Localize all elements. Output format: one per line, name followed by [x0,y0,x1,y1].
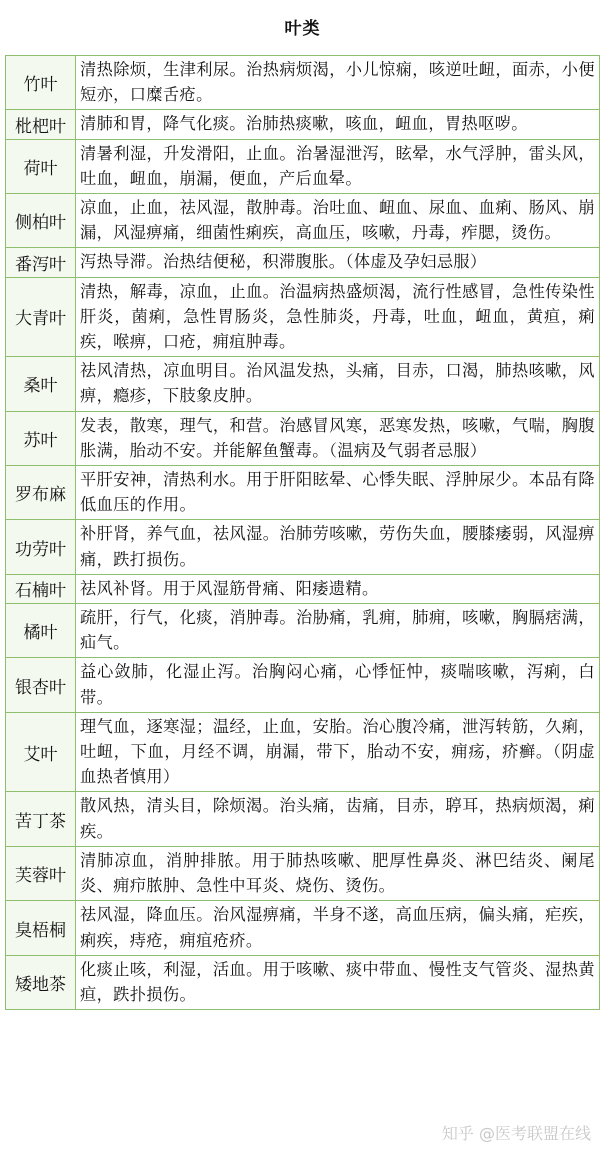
table-row [6,139,600,193]
herb-description-cell: 发表，散寒，理气，和营。治感冒风寒，恶寒发热，咳嗽，气喘，胸腹胀满，胎动不安。并能解鱼蟹毒。（温病及气弱者忌服） [76,411,600,465]
herb-description-cell: 祛风补肾。用于风湿筋骨痛、阳痿遗精。 [76,574,600,603]
herb-description-cell: 祛风湿，降血压。治风湿痹痛，半身不遂，高血压病，偏头痛，疟疾，痢疾，痔疮，痈疽疮疥。 [76,901,600,955]
herb-description-cell: 祛风清热，凉血明目。治风温发热，头痛，目赤，口渴，肺热咳嗽，风痹，瘾疹，下肢象皮肿。 [76,357,600,411]
table-row [6,520,600,574]
herb-description-cell: 泻热导滞。治热结便秘，积滞腹胀。（体虚及孕妇忌服） [76,248,600,277]
herb-description-cell: 益心敛肺，化湿止泻。治胸闷心痛，心悸怔忡，痰喘咳嗽，泻痢，白带。 [76,658,600,712]
herb-name-cell: 大青叶 [6,277,76,357]
table-row [6,658,600,712]
herb-name-cell: 臭梧桐 [6,901,76,955]
herb-description-cell: 散风热，清头目，除烦渴。治头痛，齿痛，目赤，聤耳，热病烦渴，痢疾。 [76,792,600,846]
herb-name-cell: 枇杷叶 [6,110,76,139]
herb-table-body [6,56,600,1010]
herb-name-cell: 矮地茶 [6,955,76,1009]
herb-description-cell: 清肺和胃，降气化痰。治肺热痰嗽，咳血，衄血，胃热呕哕。 [76,110,600,139]
herb-name-cell: 侧柏叶 [6,194,76,248]
herb-name-cell: 艾叶 [6,712,76,792]
herb-name-cell: 苦丁茶 [6,792,76,846]
herb-table [5,55,600,1010]
herb-name-cell: 竹叶 [6,56,76,110]
table-row [6,955,600,1009]
table-row [6,574,600,603]
herb-description-cell: 凉血，止血，祛风湿，散肿毒。治吐血、衄血、尿血、血痢、肠风、崩漏，风湿痹痛，细菌性痢疾，高血压，咳嗽，丹毒，痄腮，烫伤。 [76,194,600,248]
table-row [6,466,600,520]
herb-description-cell: 补肝肾，养气血，祛风湿。治肺劳咳嗽，劳伤失血，腰膝痿弱，风湿痹痛，跌打损伤。 [76,520,600,574]
herb-description-cell: 清热除烦，生津利尿。治热病烦渴，小儿惊痫，咳逆吐衄，面赤，小便短亦，口糜舌疮。 [76,56,600,110]
table-row [6,248,600,277]
table-row [6,56,600,110]
herb-name-cell: 芙蓉叶 [6,846,76,900]
table-row [6,110,600,139]
herb-name-cell: 番泻叶 [6,248,76,277]
herb-name-cell: 石楠叶 [6,574,76,603]
herb-name-cell: 橘叶 [6,604,76,658]
herb-name-cell: 功劳叶 [6,520,76,574]
herb-description-cell: 清肺凉血，消肿排脓。用于肺热咳嗽、肥厚性鼻炎、淋巴结炎、阑尾炎、痈疖脓肿、急性中耳炎、烧伤、烫伤。 [76,846,600,900]
herb-description-cell: 理气血，逐寒湿；温经，止血，安胎。治心腹冷痛，泄泻转筋，久痢，吐衄，下血，月经不调，崩漏，带下，胎动不安，痈疡，疥癣。（阴虚血热者慎用） [76,712,600,792]
herb-description-cell: 平肝安神，清热利水。用于肝阳眩晕、心悸失眠、浮肿尿少。本品有降低血压的作用。 [76,466,600,520]
table-row [6,712,600,792]
herb-description-cell: 清热，解毒，凉血，止血。治温病热盛烦渴，流行性感冒，急性传染性肝炎，菌痢，急性胃肠炎，急性肺炎，丹毒，吐血，衄血，黄疸，痢疾，喉痹，口疮，痈疽肿毒。 [76,277,600,357]
herb-description-cell: 清暑利湿，升发滑阳，止血。治暑湿泄泻，眩晕，水气浮肿，雷头风，吐血，衄血，崩漏，便血，产后血晕。 [76,139,600,193]
table-row [6,411,600,465]
herb-name-cell: 桑叶 [6,357,76,411]
table-row [6,277,600,357]
table-row [6,792,600,846]
herb-description-cell: 化痰止咳，利湿，活血。用于咳嗽、痰中带血、慢性支气管炎、湿热黄疸，跌扑损伤。 [76,955,600,1009]
table-row [6,357,600,411]
page-title: 叶类 [284,19,321,39]
table-row [6,604,600,658]
herb-name-cell: 银杏叶 [6,658,76,712]
herb-name-cell: 罗布麻 [6,466,76,520]
table-row [6,846,600,900]
table-row [6,194,600,248]
herb-description-cell: 疏肝，行气，化痰，消肿毒。治胁痛，乳痈，肺痈，咳嗽，胸膈痞满，疝气。 [76,604,600,658]
herb-name-cell: 荷叶 [6,139,76,193]
table-row [6,901,600,955]
herb-name-cell: 苏叶 [6,411,76,465]
watermark: 知乎 @医考联盟在线 [441,1124,591,1143]
